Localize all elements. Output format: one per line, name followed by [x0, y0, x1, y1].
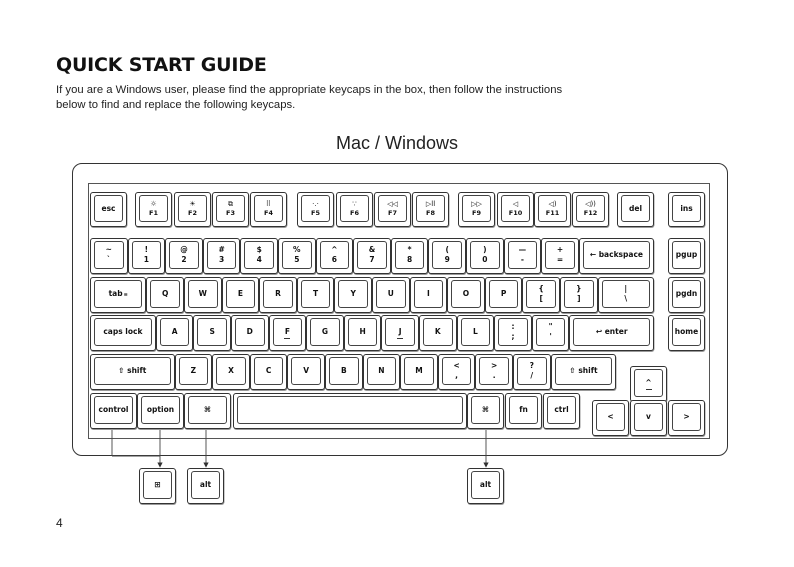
key-lbracket-legend: [ — [539, 294, 543, 303]
key-f8-label: F8 — [426, 209, 435, 217]
key-f4-cap — [254, 195, 283, 222]
key-8-shift-legend: * — [407, 245, 412, 254]
key-del-legend: del — [628, 203, 643, 213]
key-g-cap — [310, 318, 340, 346]
key-backslash-cap — [602, 280, 650, 308]
key-minus-shift-legend: — — [518, 245, 527, 254]
key-j-legend: J — [398, 327, 402, 336]
key-f4-icon: ⠿ — [265, 200, 272, 208]
key-n[interactable] — [363, 354, 401, 390]
key-rbracket[interactable] — [560, 277, 598, 313]
key-f2-cap — [178, 195, 207, 222]
key-f[interactable] — [269, 315, 307, 351]
key-quote-shift-legend: " — [548, 322, 553, 331]
key-equal-cap — [545, 241, 575, 269]
key-e[interactable] — [222, 277, 260, 313]
key-l-legend: L — [473, 327, 478, 336]
key-f10[interactable] — [497, 192, 534, 227]
key-lbracket[interactable] — [522, 277, 560, 313]
key-x-cap — [216, 357, 246, 385]
key-down[interactable] — [630, 400, 667, 436]
key-caps-lock[interactable] — [90, 315, 156, 351]
key-u-cap — [376, 280, 406, 308]
key-minus-cap — [508, 241, 538, 269]
key-f7-label: F7 — [388, 209, 397, 217]
key-home-cap — [672, 318, 701, 346]
key-esc-legend: esc — [101, 203, 116, 213]
key-tilde-cap — [94, 241, 124, 269]
key-0[interactable] — [466, 238, 504, 274]
replacement-windows-key[interactable] — [139, 468, 176, 504]
key-backslash-shift-legend: | — [624, 284, 628, 293]
key-s-cap — [197, 318, 227, 346]
key-period-shift-legend: > — [491, 361, 498, 370]
key-tab-legend: tab — [108, 288, 123, 298]
key-tilde-legend: ` — [106, 255, 111, 264]
key-left-cmd-cap — [188, 396, 227, 424]
key-ins[interactable] — [668, 192, 705, 227]
key-0-legend: 0 — [482, 255, 488, 264]
key-j-cap — [385, 318, 415, 346]
key-tab[interactable] — [90, 277, 146, 313]
key-x[interactable] — [212, 354, 250, 390]
key-tilde[interactable] — [90, 238, 128, 274]
key-semicolon-shift-legend: : — [511, 322, 515, 331]
key-f12-label: F12 — [583, 209, 598, 217]
key-k[interactable] — [419, 315, 457, 351]
key-backslash-legend: \ — [624, 294, 628, 303]
key-c[interactable] — [250, 354, 288, 390]
key-space[interactable] — [233, 393, 467, 429]
key-i-legend: I — [426, 289, 430, 298]
key-up-cap — [634, 369, 663, 397]
key-f9-icon: ▷▷ — [471, 200, 482, 208]
key-9[interactable] — [428, 238, 466, 274]
key-f4-label: F4 — [264, 209, 273, 217]
key-slash-cap — [517, 357, 547, 385]
key-r-cap — [263, 280, 293, 308]
key-minus[interactable] — [504, 238, 542, 274]
key-rbracket-cap — [564, 280, 594, 308]
key-f-homing-bump — [284, 338, 290, 340]
key-right-cmd-cap — [471, 396, 500, 424]
layout-heading: Mac / Windows — [335, 133, 459, 153]
key-f7[interactable] — [374, 192, 411, 227]
key-4-legend: 4 — [256, 255, 262, 264]
key-caps-lock-legend: caps lock — [103, 327, 143, 336]
key-semicolon[interactable] — [494, 315, 532, 351]
key-backspace-legend: ← backspace — [589, 250, 643, 259]
key-ctrl[interactable] — [543, 393, 580, 429]
key-7-cap — [357, 241, 387, 269]
key-f4[interactable] — [250, 192, 287, 227]
key-comma-legend: , — [455, 371, 459, 380]
key-l[interactable] — [457, 315, 495, 351]
key-f6-cap — [340, 195, 369, 222]
key-o-cap — [451, 280, 481, 308]
key-a-legend: A — [171, 327, 178, 336]
key-q-legend: Q — [161, 289, 169, 298]
key-period[interactable] — [475, 354, 513, 390]
key-5-legend: 5 — [294, 255, 300, 264]
key-f10-label: F10 — [508, 209, 523, 217]
key-caps-lock-cap — [94, 318, 152, 346]
key-u-legend: U — [387, 289, 394, 298]
key-period-cap — [479, 357, 509, 385]
key-slash[interactable] — [513, 354, 551, 390]
key-enter-legend: ↩ enter — [595, 327, 628, 336]
key-right-shift-cap — [555, 357, 613, 385]
key-down-legend: v — [646, 412, 651, 421]
key-rbracket-legend: ] — [577, 294, 581, 303]
key-h-legend: H — [359, 327, 366, 336]
key-control-legend: control — [98, 405, 129, 414]
key-f9-label: F9 — [472, 209, 481, 217]
key-ctrl-cap — [547, 396, 576, 424]
key-d-cap — [235, 318, 265, 346]
key-z-cap — [179, 357, 209, 385]
key-t[interactable] — [297, 277, 335, 313]
key-del-cap — [621, 195, 650, 222]
key-f5-cap — [301, 195, 330, 222]
replacement-alt-right-legend: alt — [479, 480, 492, 489]
key-3-cap — [207, 241, 237, 269]
key-del[interactable] — [617, 192, 654, 227]
key-7[interactable] — [353, 238, 391, 274]
key-semicolon-legend: ; — [511, 332, 515, 341]
key-6-cap — [320, 241, 350, 269]
key-f12-icon: ◁)) — [585, 200, 596, 208]
key-k-cap — [423, 318, 453, 346]
key-9-cap — [432, 241, 462, 269]
page-title: QUICK START GUIDE — [56, 54, 267, 76]
key-u[interactable] — [372, 277, 410, 313]
key-left-shift[interactable] — [90, 354, 175, 390]
key-f11-label: F11 — [545, 209, 560, 217]
key-f11[interactable] — [534, 192, 571, 227]
key-f3-icon: ⧉ — [228, 200, 233, 208]
key-f6-icon: ∵ — [352, 200, 357, 208]
key-p-cap — [489, 280, 519, 308]
key-x-legend: X — [228, 366, 234, 375]
key-e-legend: E — [237, 289, 243, 298]
key-t-legend: T — [313, 289, 319, 298]
key-comma-shift-legend: < — [453, 361, 460, 370]
key-f2-label: F2 — [188, 209, 197, 217]
key-option-cap — [141, 396, 180, 424]
key-f11-icon: ◁) — [548, 200, 557, 208]
key-pgup[interactable] — [668, 238, 705, 274]
key-minus-legend: - — [520, 255, 524, 264]
key-t-cap — [301, 280, 331, 308]
key-l-cap — [461, 318, 491, 346]
key-4[interactable] — [240, 238, 278, 274]
key-f9[interactable] — [458, 192, 495, 227]
key-r[interactable] — [259, 277, 297, 313]
key-space-cap — [237, 396, 463, 424]
key-m-legend: M — [415, 366, 423, 375]
key-right-cmd[interactable] — [467, 393, 504, 429]
key-f-cap — [273, 318, 303, 346]
key-f8[interactable] — [412, 192, 449, 227]
key-q-cap — [150, 280, 180, 308]
key-3[interactable] — [203, 238, 241, 274]
key-f1-cap — [139, 195, 168, 222]
key-v[interactable] — [287, 354, 325, 390]
key-f8-icon: ▷ll — [425, 200, 436, 208]
key-f5[interactable] — [297, 192, 334, 227]
key-left-cmd[interactable] — [184, 393, 231, 429]
key-backslash[interactable] — [598, 277, 654, 313]
key-up[interactable] — [630, 366, 667, 402]
key-5-cap — [282, 241, 312, 269]
key-lbracket-cap — [526, 280, 556, 308]
key-6-shift-legend: ^ — [331, 245, 338, 254]
key-0-shift-legend: ) — [483, 245, 487, 254]
key-6[interactable] — [316, 238, 354, 274]
key-up-legend: ^ — [645, 378, 652, 387]
key-o[interactable] — [447, 277, 485, 313]
key-c-legend: C — [265, 366, 272, 375]
key-control[interactable] — [90, 393, 137, 429]
key-8-cap — [395, 241, 425, 269]
key-right-shift[interactable] — [551, 354, 617, 390]
key-w-legend: W — [198, 289, 207, 298]
key-m-cap — [404, 357, 434, 385]
key-h-cap — [348, 318, 378, 346]
key-f12-cap — [576, 195, 605, 222]
key-control-cap — [94, 396, 133, 424]
key-q[interactable] — [146, 277, 184, 313]
key-home[interactable] — [668, 315, 705, 351]
key-7-legend: 7 — [369, 255, 375, 264]
key-f2[interactable] — [174, 192, 211, 227]
page-number: 4 — [56, 516, 63, 530]
key-6-legend: 6 — [331, 255, 337, 264]
key-3-legend: 3 — [218, 255, 225, 264]
key-1-shift-legend: ! — [144, 245, 149, 254]
key-tab-cap — [94, 280, 142, 308]
key-period-legend: . — [492, 371, 496, 380]
key-a-cap — [160, 318, 190, 346]
key-f1-label: F1 — [149, 209, 158, 217]
key-a[interactable] — [156, 315, 194, 351]
key-f11-cap — [538, 195, 567, 222]
key-2[interactable] — [165, 238, 203, 274]
key-semicolon-cap — [498, 318, 528, 346]
key-f1-icon: ☼ — [150, 200, 157, 208]
key-n-legend: N — [378, 366, 385, 375]
key-left-cmd-legend: ⌘ — [204, 405, 211, 414]
key-tilde-shift-legend: ~ — [105, 245, 112, 254]
key-equal-legend: = — [556, 255, 564, 264]
key-s[interactable] — [193, 315, 231, 351]
key-up-homing-bump — [646, 389, 652, 391]
key-fn-cap — [509, 396, 538, 424]
key-f3-cap — [216, 195, 245, 222]
key-f2-icon: ☀ — [189, 200, 196, 208]
key-slash-legend: / — [530, 371, 534, 380]
key-n-cap — [367, 357, 397, 385]
tab-sub-icon: ≡ — [123, 291, 128, 298]
key-pgup-cap — [672, 241, 701, 269]
key-y[interactable] — [334, 277, 372, 313]
key-w[interactable] — [184, 277, 222, 313]
key-v-cap — [291, 357, 321, 385]
key-enter[interactable] — [569, 315, 654, 351]
key-equal[interactable] — [541, 238, 579, 274]
key-backspace-cap — [583, 241, 650, 269]
key-9-legend: 9 — [444, 255, 450, 264]
key-down-cap — [634, 403, 663, 431]
key-pgdn-legend: pgdn — [675, 289, 698, 298]
key-2-cap — [169, 241, 199, 269]
key-g-legend: G — [321, 327, 329, 336]
key-f6-label: F6 — [350, 209, 359, 217]
key-ins-legend: ins — [680, 203, 693, 213]
key-1-cap — [132, 241, 162, 269]
key-8-legend: 8 — [406, 255, 413, 264]
key-f-legend: F — [284, 327, 290, 336]
key-home-legend: home — [674, 327, 699, 336]
key-e-cap — [226, 280, 256, 308]
key-ins-cap — [672, 195, 701, 222]
replacement-alt-right[interactable] — [467, 468, 504, 504]
key-backspace[interactable] — [579, 238, 654, 274]
key-quote-legend: ' — [549, 332, 552, 341]
key-s-legend: S — [209, 327, 215, 336]
key-z-legend: Z — [190, 366, 197, 375]
key-fn-legend: fn — [519, 405, 528, 414]
key-i[interactable] — [410, 277, 448, 313]
key-w-cap — [188, 280, 218, 308]
key-y-cap — [338, 280, 368, 308]
replacement-alt-left-cap — [191, 471, 220, 499]
key-v-legend: V — [303, 366, 310, 375]
key-right-legend: > — [683, 412, 690, 421]
key-right-shift-legend: ⇧ shift — [569, 366, 598, 375]
key-option[interactable] — [137, 393, 184, 429]
key-5-shift-legend: % — [293, 245, 301, 254]
key-f1[interactable] — [135, 192, 172, 227]
replacement-alt-right-cap — [471, 471, 500, 499]
key-enter-cap — [573, 318, 650, 346]
key-esc-cap — [94, 195, 123, 222]
key-f6[interactable] — [336, 192, 373, 227]
key-equal-shift-legend: + — [556, 245, 564, 254]
key-2-shift-legend: @ — [180, 245, 188, 254]
key-f8-cap — [416, 195, 445, 222]
key-left[interactable] — [592, 400, 629, 436]
key-right[interactable] — [668, 400, 705, 436]
key-z[interactable] — [175, 354, 213, 390]
key-right-cap — [672, 403, 701, 431]
replacement-alt-left[interactable] — [187, 468, 224, 504]
key-y-legend: Y — [350, 289, 356, 298]
key-7-shift-legend: & — [368, 245, 376, 254]
key-c-cap — [254, 357, 284, 385]
key-slash-shift-legend: ? — [529, 361, 534, 370]
replacement-windows-key-legend: ⊞ — [154, 480, 161, 489]
key-0-cap — [470, 241, 500, 269]
key-r-legend: R — [275, 289, 281, 298]
replacement-windows-key-cap — [143, 471, 172, 499]
key-3-shift-legend: # — [218, 245, 225, 254]
key-f7-cap — [378, 195, 407, 222]
key-f10-cap — [501, 195, 530, 222]
key-right-cmd-legend: ⌘ — [482, 405, 489, 414]
key-lbracket-shift-legend: { — [538, 284, 544, 293]
key-o-legend: O — [462, 289, 470, 298]
key-fn[interactable] — [505, 393, 542, 429]
replacement-alt-left-legend: alt — [199, 480, 212, 489]
key-d-legend: D — [246, 327, 253, 336]
key-f5-label: F5 — [311, 209, 320, 217]
key-left-shift-cap — [94, 357, 171, 385]
key-f12[interactable] — [572, 192, 609, 227]
key-pgup-legend: pgup — [675, 250, 698, 259]
key-1[interactable] — [128, 238, 166, 274]
key-left-legend: < — [607, 412, 614, 421]
key-p[interactable] — [485, 277, 523, 313]
key-comma[interactable] — [438, 354, 476, 390]
key-b[interactable] — [325, 354, 363, 390]
key-p-legend: P — [500, 289, 507, 298]
key-9-shift-legend: ( — [445, 245, 449, 254]
key-f3-label: F3 — [226, 209, 235, 217]
key-quote-cap — [536, 318, 566, 346]
key-esc[interactable] — [90, 192, 127, 227]
key-rbracket-shift-legend: } — [576, 284, 582, 293]
key-i-cap — [414, 280, 444, 308]
key-8[interactable] — [391, 238, 429, 274]
key-f5-icon: ·.· — [312, 200, 319, 208]
key-j-homing-bump — [397, 338, 403, 340]
key-option-legend: option — [146, 405, 175, 414]
key-h[interactable] — [344, 315, 382, 351]
key-b-cap — [329, 357, 359, 385]
key-m[interactable] — [400, 354, 438, 390]
key-pgdn[interactable] — [668, 277, 705, 313]
key-j[interactable] — [381, 315, 419, 351]
key-d[interactable] — [231, 315, 269, 351]
key-g[interactable] — [306, 315, 344, 351]
key-1-legend: 1 — [143, 255, 149, 264]
key-4-cap — [244, 241, 274, 269]
key-f3[interactable] — [212, 192, 249, 227]
key-ctrl-legend: ctrl — [554, 405, 569, 414]
key-f7-icon: ◁◁ — [387, 200, 398, 208]
key-left-cap — [596, 403, 625, 431]
key-4-shift-legend: $ — [256, 245, 262, 254]
intro-text: If you are a Windows user, please find the appropriate keycaps in the box, then follow the instructions below to find and replace the following keycaps. — [56, 84, 563, 111]
key-f9-cap — [462, 195, 491, 222]
key-comma-cap — [442, 357, 472, 385]
key-pgdn-cap — [672, 280, 701, 308]
key-2-legend: 2 — [181, 255, 187, 264]
key-k-legend: K — [434, 327, 441, 336]
key-quote[interactable] — [532, 315, 570, 351]
key-b-legend: B — [340, 366, 347, 375]
key-5[interactable] — [278, 238, 316, 274]
key-left-shift-legend: ⇧ shift — [118, 366, 147, 375]
key-f10-icon: ◁ — [512, 200, 519, 208]
